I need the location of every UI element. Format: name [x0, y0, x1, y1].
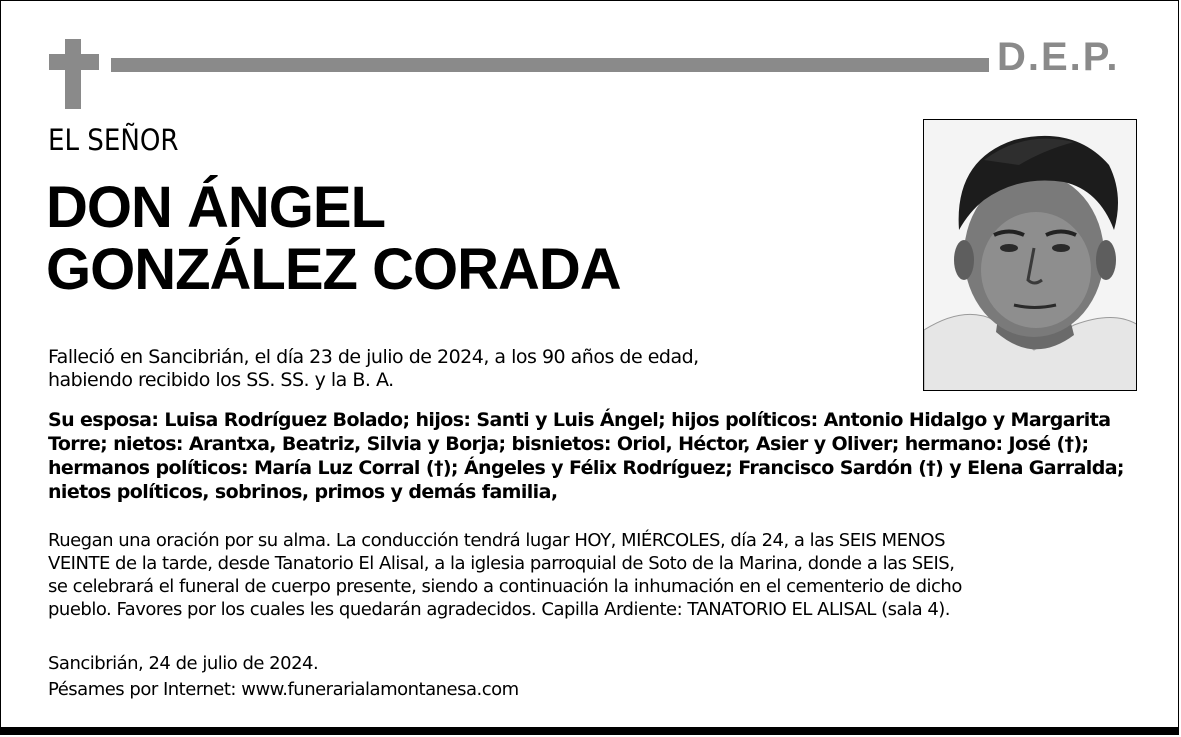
place-date: Sancibrián, 24 de julio de 2024. — [48, 653, 319, 674]
cross-icon — [49, 39, 99, 109]
name-line-2: GONZÁLEZ CORADA — [46, 237, 621, 302]
name-line-1: DON ÁNGEL — [46, 175, 385, 240]
header-rule — [111, 58, 989, 72]
death-statement — [48, 346, 1138, 392]
funeral-line: Ruegan una oración por su alma. La conducción tendrá lugar HOY, MIÉRCOLES, día 24, a las SEIS MENOS — [48, 530, 946, 551]
family-line: nietos políticos, sobrinos, primos y demás familia, — [48, 481, 558, 503]
family-line: hermanos políticos: María Luz Corral (†); Ángeles y Félix Rodríguez; Francisco Sardón (†) y Elena Garralda; — [48, 457, 1124, 479]
bottom-border — [1, 727, 1179, 735]
deceased-name — [46, 177, 621, 301]
family-list — [48, 408, 1138, 504]
condolences-website: Pésames por Internet: www.funerarialamontanesa.com — [48, 679, 519, 700]
dep-label: D.E.P. — [997, 35, 1120, 79]
funeral-line: VEINTE de la tarde, desde Tanatorio El Alisal, a la iglesia parroquial de Soto de la Marina, donde a las SEIS, — [48, 553, 955, 574]
family-line: Torre; nietos: Arantxa, Beatriz, Silvia y Borja; bisnietos: Oriol, Héctor, Asier y Oliver; hermano: José (†); — [48, 433, 1089, 455]
honorific: EL SEÑOR — [48, 123, 179, 157]
death-line-1: Falleció en Sancibrián, el día 23 de julio de 2024, a los 90 años de edad, — [48, 346, 699, 368]
funeral-line: pueblo. Favores por los cuales les quedarán agradecidos. Capilla Ardiente: TANATORIO EL ALISAL (sala 4). — [48, 599, 951, 620]
family-line: Su esposa: Luisa Rodríguez Bolado; hijos: Santi y Luis Ángel; hijos políticos: Antonio Hidalgo y Margarita — [48, 409, 1111, 431]
death-line-2: habiendo recibido los SS. SS. y la B. A. — [48, 369, 394, 391]
funeral-details — [48, 529, 1138, 621]
funeral-line: se celebrará el funeral de cuerpo presente, siendo a continuación la inhumación en el cementerio de dicho — [48, 576, 962, 597]
